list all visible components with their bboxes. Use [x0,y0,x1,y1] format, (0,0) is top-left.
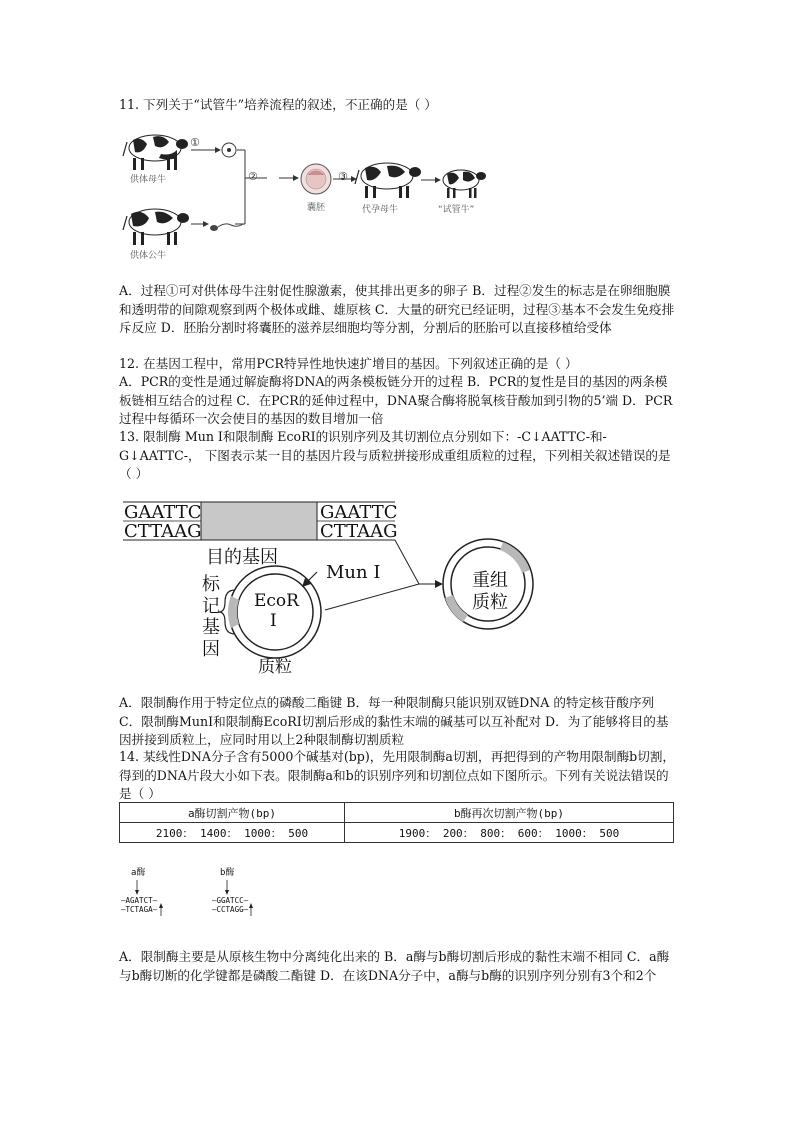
ecor1-label-b: I [270,611,277,631]
enzyme-b-bottom-seq: —CCTAGG— [212,905,249,914]
marker-gene-char-1: 标 [202,574,220,595]
donor-bull-label: 供体公牛 [130,251,167,261]
recombinant-label-1: 重组 [472,570,508,591]
test-tube-calf-icon [443,170,486,198]
enzyme-b-label: b酶 [220,868,235,878]
q14-stem: 14. 某线性DNA分子含有5000个碱基对(bp)，先用限制酶a切割，再把得到的产物用限制酶b切割，得到的DNA片段大小如下表。限制酶a和b的识别序列和切割位点如下图所示。下列有关说法错误的是（ ） [119,749,676,801]
plasmid-label: 质粒 [258,657,292,677]
mun1-label: Mun I [326,562,381,583]
surrogate-cow-icon [355,163,421,198]
ecor1-label-a: EcoR [254,591,299,611]
table-cell-a: 2100： 1400： 1000： 500 [120,823,345,843]
target-gene-segment [201,502,317,540]
marker-gene-char-4: 因 [202,639,220,660]
table-header-row [120,803,674,823]
enzyme-a-top-seq: —AGATCT— [121,896,158,905]
ivf-flow-diagram [119,128,499,258]
enzyme-b-top-seq: —GGATCC— [212,896,249,905]
q13-stem: 13. 限制酶 Mun I和限制酶 EcoRI的识别序列及其切割位点分别如下：-C↓AATTC-和-G↓AATTC-， 下图表示某一目的基因片段与质粒拼接形成重组质粒的过程，下列相关叙述错误的是（ ） [119,429,671,481]
table-header-b: b酶再次切割产物(bp) [345,803,674,823]
surrogate-label: 代孕母牛 [362,205,399,215]
donor-cow-icon [123,135,188,170]
left-seq-top: GAATTC [124,502,202,523]
step-1-label: ① [190,136,200,149]
table-header-a: a酶切割产物(bp) [120,803,345,823]
q13-options: A．限制酶作用于特定位点的磷酸二酯键 B．每一种限制酶只能识别双链DNA 的特定核苷酸序列 C．限制酶MunI和限制酶EcoRI切割后形成的黏性末端的碱基可以互补配对 D．为了能够将目的基因拼接到质粒上，应同时用以上2种限制酶切割质粒 [119,695,669,747]
digest-table [119,802,674,843]
blastocyst-label: 囊胚 [307,203,326,213]
recombinant-label-2: 质粒 [472,592,508,613]
enzyme-a-label: a酶 [131,868,146,878]
q12-options: A．PCR的变性是通过解旋酶将DNA的两条模板链分开的过程 B．PCR的复性是目的基因的两条模板链相互结合的过程 C．在PCR的延伸过程中，DNA聚合酶将脱氧核苷酸加到引物的5’端 D．PCR过程中每循环一次会使目的基因的数目增加一倍 [119,374,673,426]
table-row [120,823,674,843]
donor-cow-label: 供体母牛 [130,175,167,185]
target-gene-label: 目的基因 [206,547,278,568]
marker-gene-char-2: 记 [202,596,220,617]
test-tube-calf-label: “试管牛” [438,205,475,215]
step-3-label: ③ [338,170,348,183]
enzyme-a-bottom-seq: —TCTAGA— [121,905,158,914]
q11-options: A．过程①可对供体母牛注射促性腺激素，使其排出更多的卵子 B．过程②发生的标志是在卵细胞膜和透明带的间隙观察到两个极体或雌、雄原核 C．大量的研究已经证明，过程③基本不会发生免疫排斥反应 D．胚胎分割时将囊胚的滋养层细胞均等分割，分割后的胚胎可以直接移植给受体 [119,283,675,335]
donor-bull-icon [123,209,189,245]
table-cell-b: 1900： 200： 800： 600： 1000： 500 [345,823,674,843]
step-2-label: ② [248,170,258,183]
right-seq-top: GAATTC [320,502,398,523]
q12-stem: 12. 在基因工程中，常用PCR特异性地快速扩增目的基因。下列叙述正确的是（ ） [119,356,578,371]
blastocyst-icon [301,164,331,194]
left-seq-bottom: CTTAAG [124,521,202,542]
sperm-icon [210,224,243,231]
right-seq-bottom: CTTAAG [320,521,398,542]
marker-gene-char-3: 基 [202,617,220,638]
q11-stem: 11. 下列关于“试管牛”培养流程的叙述，不正确的是（ ） [119,97,437,112]
q14-options: A．限制酶主要是从原核生物中分离纯化出来的 B．a酶与b酶切割后形成的黏性末端不相同 C．a酶与b酶切断的化学键都是磷酸二酯键 D．在该DNA分子中，a酶与b酶的识别序列分别有3个和2个 [119,949,670,983]
